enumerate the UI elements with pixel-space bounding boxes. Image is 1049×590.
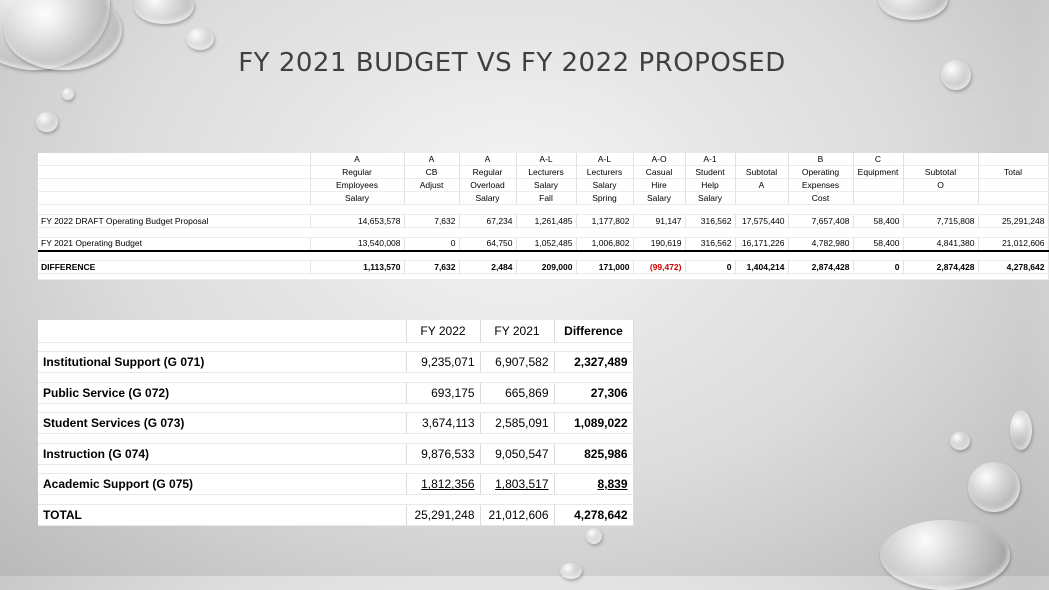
table-cell: 0 (404, 238, 459, 251)
difference-cell: 2,327,489 (554, 352, 633, 373)
row-label: Public Service (G 072) (38, 382, 406, 403)
fy2022-cell: 1,812,356 (406, 474, 480, 495)
row-label: TOTAL (38, 504, 406, 525)
spacer-row (38, 228, 1048, 238)
table-cell: 1,052,485 (516, 238, 576, 251)
header-cell: Equipment (853, 166, 903, 179)
header-cell: A (735, 179, 788, 192)
table-cell: 4,278,642 (978, 261, 1048, 274)
table-header-row (38, 153, 1048, 166)
table-cell: 0 (853, 261, 903, 274)
row-label: FY 2022 DRAFT Operating Budget Proposal (38, 215, 310, 228)
header-cell: Salary (633, 192, 685, 205)
table-cell: 67,234 (459, 215, 516, 228)
header-cell: Casual (633, 166, 685, 179)
header-cell (853, 179, 903, 192)
spacer-row (38, 464, 633, 473)
fy2021-cell: 21,012,606 (480, 504, 554, 525)
water-droplet (62, 88, 74, 100)
header-fy2021: FY 2021 (480, 320, 554, 342)
row-label: Student Services (G 073) (38, 413, 406, 434)
difference-cell: 4,278,642 (554, 504, 633, 525)
difference-cell: 27,306 (554, 382, 633, 403)
fy2022-cell: 9,876,533 (406, 443, 480, 464)
spacer-row (38, 251, 1048, 261)
fy2021-cell: 6,907,582 (480, 352, 554, 373)
water-droplet (880, 520, 1010, 590)
row-label: Instruction (G 074) (38, 443, 406, 464)
row-label: DIFFERENCE (38, 261, 310, 274)
table-cell: 2,874,428 (903, 261, 978, 274)
budget-comparison-table (38, 153, 1049, 280)
header-cell: Salary (310, 192, 404, 205)
difference-cell: 1,089,022 (554, 413, 633, 434)
table-cell: 1,177,802 (576, 215, 633, 228)
table-cell: 64,750 (459, 238, 516, 251)
header-cell: Hire (633, 179, 685, 192)
header-cell (978, 192, 1048, 205)
header-cell: Overload (459, 179, 516, 192)
header-cell: Salary (576, 179, 633, 192)
row-label: FY 2021 Operating Budget (38, 238, 310, 251)
table-cell: 316,562 (685, 215, 735, 228)
header-cell (38, 166, 310, 179)
header-fy2022: FY 2022 (406, 320, 480, 342)
difference-row (38, 261, 1048, 274)
fy2022-cell: 693,175 (406, 382, 480, 403)
table-row (38, 238, 1048, 251)
header-cell (903, 153, 978, 166)
table-cell: 209,000 (516, 261, 576, 274)
header-cell: A-L (516, 153, 576, 166)
header-cell: Lecturers (516, 166, 576, 179)
header-cell: A (310, 153, 404, 166)
fy2022-cell: 3,674,113 (406, 413, 480, 434)
table-cell: 2,484 (459, 261, 516, 274)
header-cell: Regular (459, 166, 516, 179)
header-cell: B (788, 153, 853, 166)
header-cell: Salary (516, 179, 576, 192)
header-cell: Employees (310, 179, 404, 192)
header-cell (978, 153, 1048, 166)
table-cell: 171,000 (576, 261, 633, 274)
header-cell: Adjust (404, 179, 459, 192)
table-cell: 2,874,428 (788, 261, 853, 274)
table-row (38, 443, 633, 464)
fy2021-cell: 1,803,517 (480, 474, 554, 495)
header-cell: A-L (576, 153, 633, 166)
fy2021-cell: 2,585,091 (480, 413, 554, 434)
header-cell: A-O (633, 153, 685, 166)
header-cell: Operating (788, 166, 853, 179)
table-row (38, 215, 1048, 228)
water-droplet (560, 563, 582, 579)
water-droplet (968, 462, 1020, 512)
table-header-row (38, 166, 1048, 179)
spacer-row (38, 403, 633, 412)
header-cell: A (459, 153, 516, 166)
fy2022-cell: 25,291,248 (406, 504, 480, 525)
header-cell: Regular (310, 166, 404, 179)
water-droplet (586, 528, 602, 544)
table-header-row (38, 192, 1048, 205)
table-cell: 14,653,578 (310, 215, 404, 228)
table-cell: 13,540,008 (310, 238, 404, 251)
header-cell: Salary (459, 192, 516, 205)
table-row (38, 474, 633, 495)
header-cell: Subtotal (903, 166, 978, 179)
spacer-row (38, 373, 633, 382)
table-row (38, 352, 633, 373)
header-cell (853, 192, 903, 205)
header-cell: Fall (516, 192, 576, 205)
header-difference: Difference (554, 320, 633, 342)
row-label: Academic Support (G 075) (38, 474, 406, 495)
fy2021-cell: 9,050,547 (480, 443, 554, 464)
total-row (38, 504, 633, 525)
row-label: Institutional Support (G 071) (38, 352, 406, 373)
table-cell: 4,841,380 (903, 238, 978, 251)
table-cell: 17,575,440 (735, 215, 788, 228)
table-header-row (38, 320, 633, 342)
header-cell: Salary (685, 192, 735, 205)
table-cell: 25,291,248 (978, 215, 1048, 228)
header-cell (404, 192, 459, 205)
table-cell: 58,400 (853, 215, 903, 228)
header-cell: Help (685, 179, 735, 192)
table-cell: 1,113,570 (310, 261, 404, 274)
spacer-row (38, 274, 1048, 280)
header-cell: Total (978, 166, 1048, 179)
table-cell: 91,147 (633, 215, 685, 228)
table-cell: 190,619 (633, 238, 685, 251)
header-cell: O (903, 179, 978, 192)
water-droplet (134, 0, 194, 24)
fy2021-cell: 665,869 (480, 382, 554, 403)
header-cell: C (853, 153, 903, 166)
header-cell (38, 192, 310, 205)
header-cell: Spring (576, 192, 633, 205)
header-cell (38, 153, 310, 166)
table-row (38, 382, 633, 403)
table-row (38, 413, 633, 434)
table-cell: 21,012,606 (978, 238, 1048, 251)
difference-cell: 8,839 (554, 474, 633, 495)
spacer-row (38, 342, 633, 351)
table-cell: 58,400 (853, 238, 903, 251)
water-droplet (1010, 410, 1032, 450)
table-cell: 316,562 (685, 238, 735, 251)
table-cell: 7,715,808 (903, 215, 978, 228)
table-cell: 4,782,980 (788, 238, 853, 251)
header-cell: A-1 (685, 153, 735, 166)
header-cell: Subtotal (735, 166, 788, 179)
fy2022-cell: 9,235,071 (406, 352, 480, 373)
water-droplet (878, 0, 948, 20)
table-header-row (38, 179, 1048, 192)
header-cell: A (404, 153, 459, 166)
header-cell: Cost (788, 192, 853, 205)
header-cell (903, 192, 978, 205)
header-cell (735, 153, 788, 166)
water-droplet (950, 432, 970, 450)
header-cell (735, 192, 788, 205)
difference-cell: 825,986 (554, 443, 633, 464)
table-cell: 0 (685, 261, 735, 274)
header-cell (38, 179, 310, 192)
table-cell: 1,261,485 (516, 215, 576, 228)
table-cell: 1,006,802 (576, 238, 633, 251)
spacer-row (38, 495, 633, 504)
table-cell: 7,632 (404, 261, 459, 274)
water-droplet (186, 28, 214, 50)
table-cell: 7,657,408 (788, 215, 853, 228)
header-cell: CB (404, 166, 459, 179)
header-cell: Student (685, 166, 735, 179)
table-cell: 7,632 (404, 215, 459, 228)
header-cell (978, 179, 1048, 192)
water-droplet (36, 112, 58, 132)
header-cell: Lecturers (576, 166, 633, 179)
page-title: FY 2021 BUDGET VS FY 2022 PROPOSED (238, 48, 786, 78)
spacer-row (38, 434, 633, 443)
table-cell: 1,404,214 (735, 261, 788, 274)
table-cell: 16,171,226 (735, 238, 788, 251)
negative-value-cell: (99,472) (633, 261, 685, 274)
category-comparison-table (38, 320, 634, 526)
header-cell: Expenses (788, 179, 853, 192)
spacer-row (38, 205, 1048, 215)
